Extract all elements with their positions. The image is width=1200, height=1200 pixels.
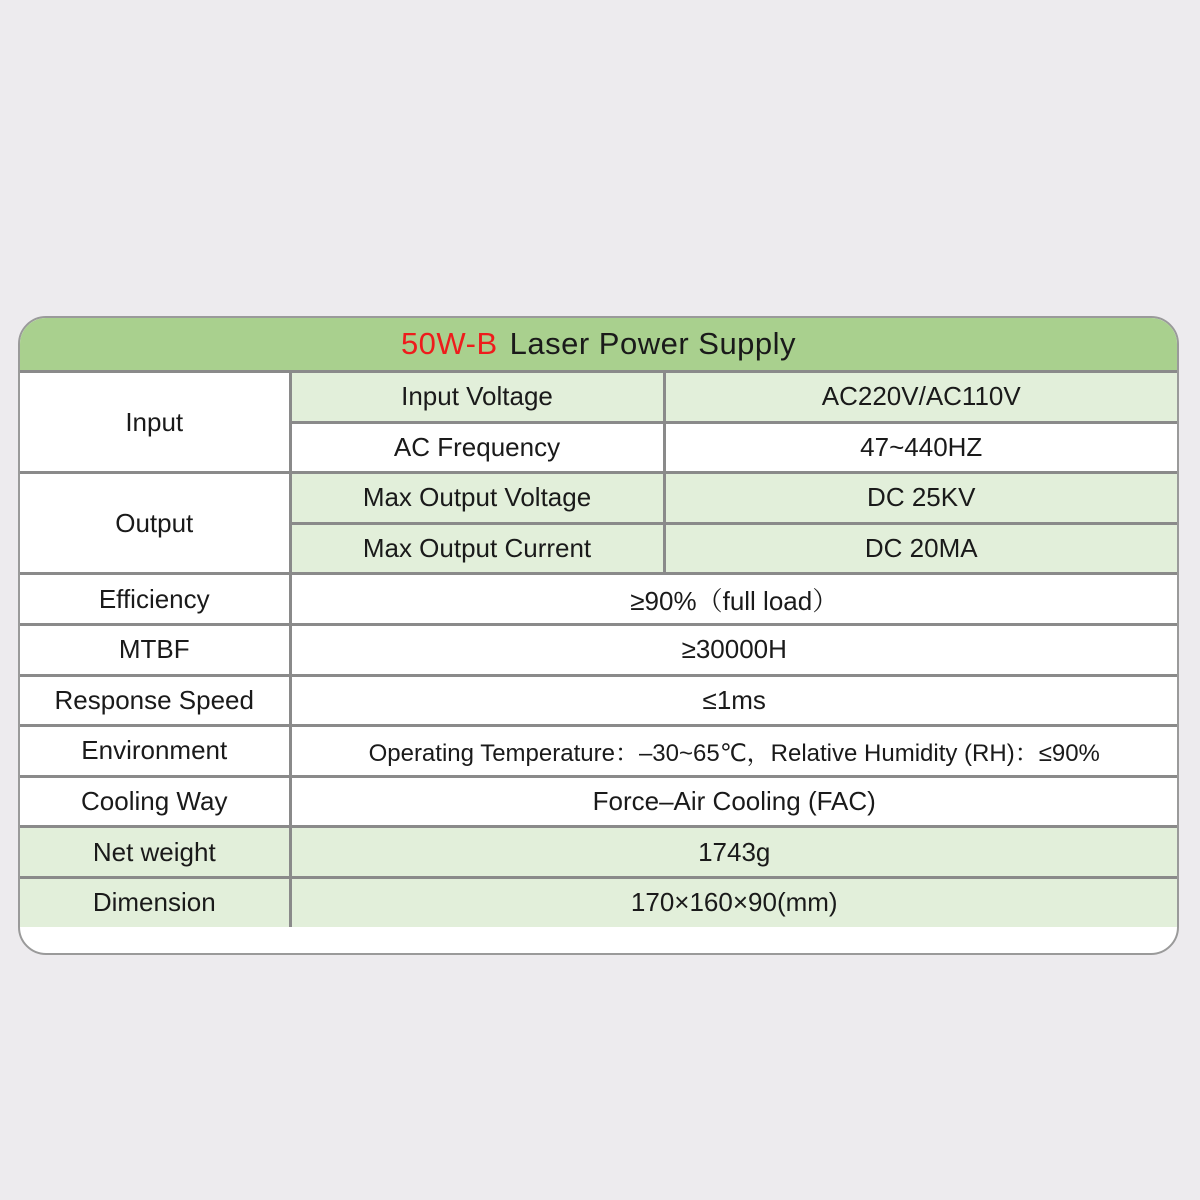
param-value: DC 20MA	[664, 523, 1177, 574]
table-row	[20, 776, 1177, 827]
spec-table	[20, 373, 1177, 927]
row-value: ≥30000H	[290, 624, 1177, 675]
row-value: ≥90%（full load）	[290, 574, 1177, 625]
table-row	[20, 675, 1177, 726]
row-label: Efficiency	[20, 574, 290, 625]
table-row	[20, 473, 1177, 524]
param-label: AC Frequency	[290, 422, 664, 473]
table-row	[20, 624, 1177, 675]
group-label-output: Output	[20, 473, 290, 574]
param-label: Input Voltage	[290, 373, 664, 422]
param-label: Max Output Voltage	[290, 473, 664, 524]
table-title	[20, 318, 1177, 373]
param-value: AC220V/AC110V	[664, 373, 1177, 422]
row-label: Environment	[20, 726, 290, 777]
table-row	[20, 726, 1177, 777]
table-row	[20, 877, 1177, 926]
row-value: Force–Air Cooling (FAC)	[290, 776, 1177, 827]
row-label: Response Speed	[20, 675, 290, 726]
table-row	[20, 373, 1177, 422]
row-label: Net weight	[20, 827, 290, 878]
model-name: 50W-B	[400, 326, 498, 361]
table-row	[20, 574, 1177, 625]
row-label: Cooling Way	[20, 776, 290, 827]
group-label-input: Input	[20, 373, 290, 473]
table-row	[20, 827, 1177, 878]
row-label: MTBF	[20, 624, 290, 675]
row-value: ≤1ms	[290, 675, 1177, 726]
row-label: Dimension	[20, 877, 290, 926]
spec-table-card	[18, 316, 1179, 955]
product-name: Laser Power Supply	[509, 326, 797, 361]
row-value: 1743g	[290, 827, 1177, 878]
row-value: 170×160×90(mm)	[290, 877, 1177, 926]
param-label: Max Output Current	[290, 523, 664, 574]
param-value: DC 25KV	[664, 473, 1177, 524]
param-value: 47~440HZ	[664, 422, 1177, 473]
row-value: Operating Temperature：–30~65℃，Relative Humidity (RH)：≤90%	[290, 726, 1177, 777]
